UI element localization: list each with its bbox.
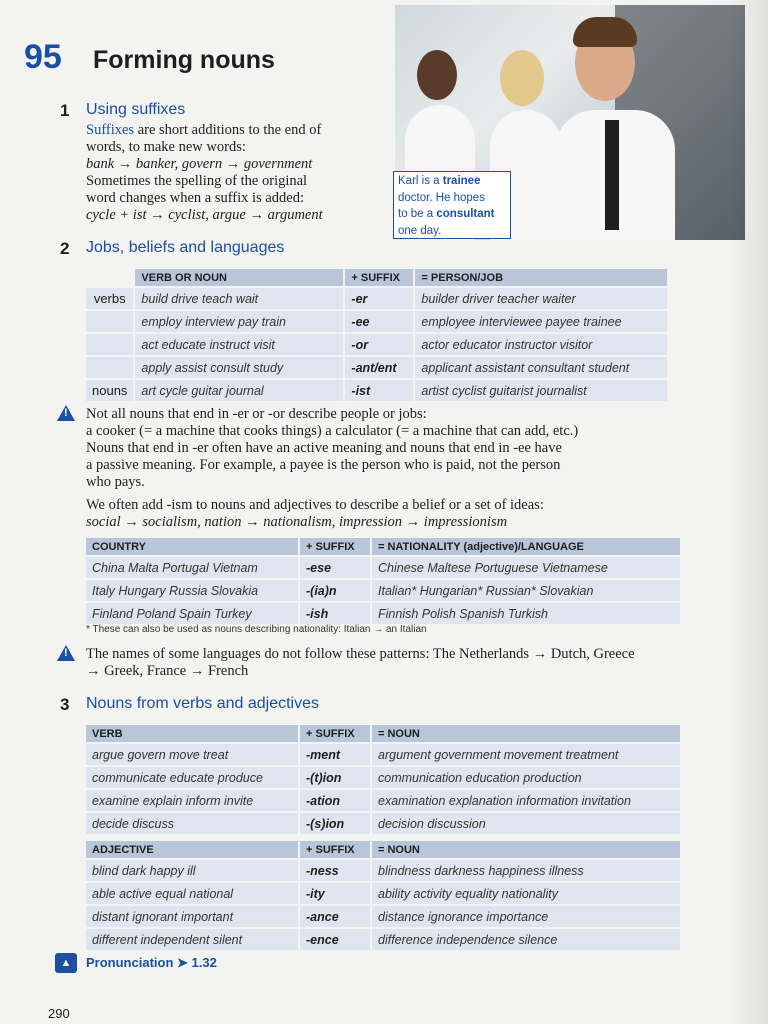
note-languages: The names of some languages do not follow these patterns: The Netherlands → Dutch, Greece → Greek, France → French [86,646,635,679]
table-header: VERB [86,725,298,742]
country-table [84,538,682,624]
footnote: * These can also be used as nouns describing nationality: Italian → an Italian [86,624,427,635]
note-nouns-er-or: Not all nouns that end in -er or -or describe people or jobs: a cooker (= a machine that cooks things) a calculator (= a machine that can add, etc.) Nouns that end in -er often have an active meaning and nouns that end in -ee have a passive meaning. For example, a payee is the person who is paid, not the person who pays. [86,406,579,490]
section-1-text: Suffixes are short additions to the end of words, to make new words: bank → banker, govern → government Sometimes the spelling of the original word changes when a suffix is added: cycle + ist → cyclist, argue → argument [86,122,323,223]
table-row: verbs build drive teach wait -er builder driver teacher waiter [86,286,667,309]
unit-title: Forming nouns [93,46,275,74]
speaker-icon[interactable]: ▲ [55,953,77,973]
table-header: = PERSON/JOB [415,269,667,286]
section-2-number: 2 [60,239,70,258]
table-row: communicate educate produce -(t)ion communication education production [86,765,680,788]
page-number: 290 [48,1006,70,1021]
table-header: + SUFFIX [300,538,370,555]
table-row: blind dark happy ill -ness blindness darkness happiness illness [86,858,680,881]
warning-icon: ! [57,645,75,661]
table-header: VERB OR NOUN [135,269,343,286]
table-header: = NOUN [372,725,680,742]
section-1-number: 1 [60,101,70,120]
table-row: decide discuss -(s)ion decision discussion [86,811,680,834]
table-row: China Malta Portugal Vietnam -ese Chinese Maltese Portuguese Vietnamese [86,555,680,578]
table-row: Finland Poland Spain Turkey -ish Finnish Polish Spanish Turkish [86,601,680,624]
table-header: + SUFFIX [345,269,413,286]
table-row: argue govern move treat -ment argument government movement treatment [86,742,680,765]
photo-caption: Karl is a trainee doctor. He hopes to be a consultant one day. [393,171,511,239]
section-3-number: 3 [60,695,70,714]
table-header: + SUFFIX [300,841,370,858]
note-ism: We often add -ism to nouns and adjectives to describe a belief or a set of ideas: social → socialism, nation → nationalism, impression → impressionism [86,497,544,530]
table-row: examine explain inform invite -ation examination explanation information invitation [86,788,680,811]
table-row: different independent silent -ence difference independence silence [86,927,680,950]
table-row: employ interview pay train -ee employee interviewee payee trainee [86,309,667,332]
warning-icon: ! [57,405,75,421]
table-header: + SUFFIX [300,725,370,742]
table-row: distant ignorant important -ance distance ignorance importance [86,904,680,927]
table-header: = NATIONALITY (adjective)/LANGUAGE [372,538,680,555]
table-row: act educate instruct visit -or actor educator instructor visitor [86,332,667,355]
table-row: nouns art cycle guitar journal -ist artist cyclist guitarist journalist [86,378,667,401]
table-row: able active equal national -ity ability activity equality nationality [86,881,680,904]
table-row: Italy Hungary Russia Slovakia -(ia)n Italian* Hungarian* Russian* Slovakian [86,578,680,601]
section-3-title: Nouns from verbs and adjectives [86,695,319,712]
section-2-title: Jobs, beliefs and languages [86,239,285,256]
pronunciation-link[interactable]: Pronunciation ➤ 1.32 [86,955,217,970]
section-1-title: Using suffixes [86,101,186,118]
table-header: ADJECTIVE [86,841,298,858]
table-header: = NOUN [372,841,680,858]
jobs-table [84,269,669,401]
unit-number: 95 [24,38,62,76]
table-row: apply assist consult study -ant/ent applicant assistant consultant student [86,355,667,378]
table-header: COUNTRY [86,538,298,555]
verb-noun-table [84,725,682,834]
adjective-noun-table [84,841,682,950]
